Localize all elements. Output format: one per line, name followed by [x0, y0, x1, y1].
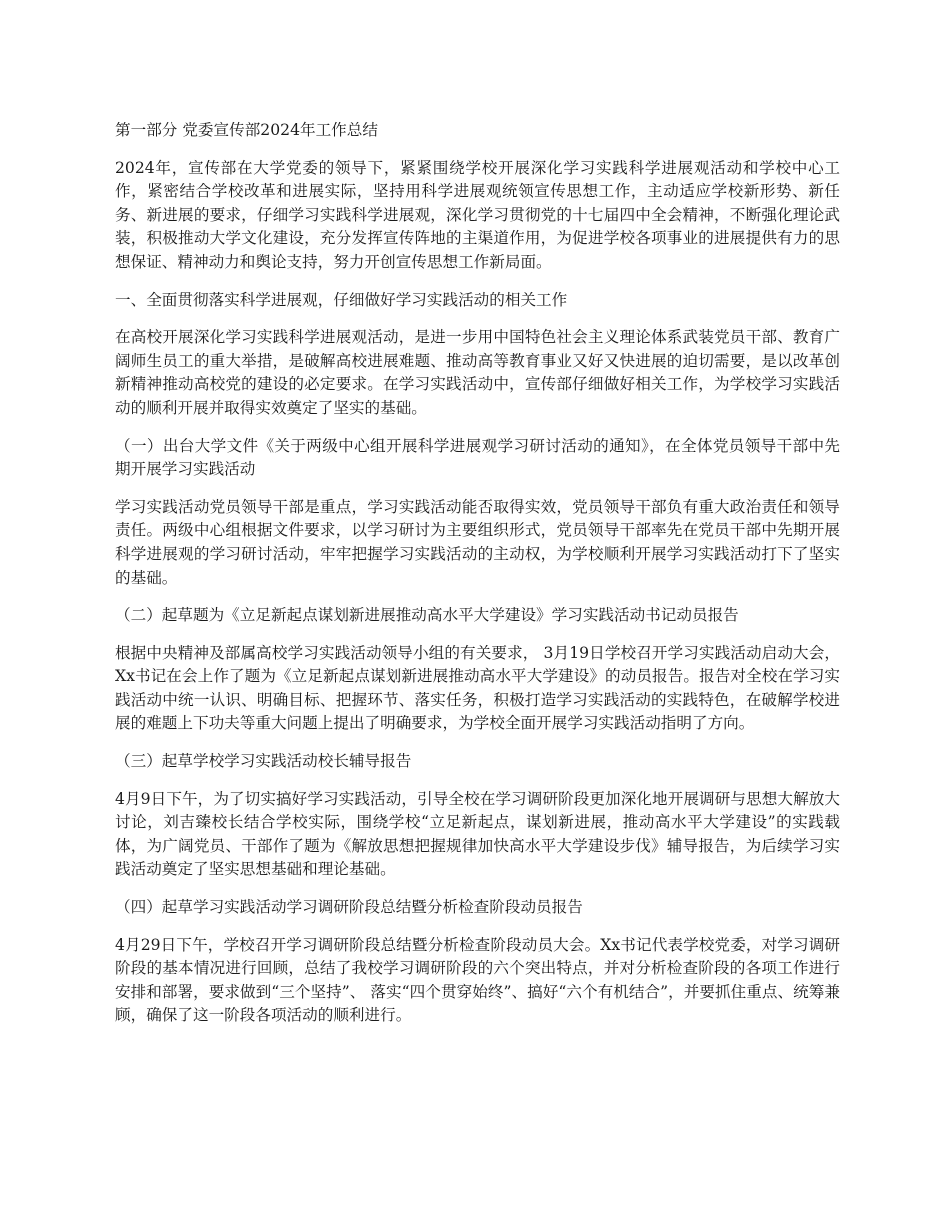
subsection-4-paragraph: 4月29日下午，学校召开学习调研阶段总结暨分析检查阶段动员大会。Xx书记代表学校党委，对学习调研阶段的基本情况进行回顾，总结了我校学习调研阶段的六个突出特点，并对分析检查阶段的各项工作进行安排和部署，要求做到“三个坚持”、 落实“四个贯穿始终”、搞好“六个有机结合”，并要抓住重点、统筹兼顾，确保了这一阶段各项活动的顺利进行。 — [115, 935, 840, 1025]
document-body — [115, 119, 840, 1042]
subsection-3-paragraph: 4月9日下午，为了切实搞好学习实践活动，引导全校在学习调研阶段更加深化地开展调研与思想大解放大讨论，刘吉臻校长结合学校实际，围绕学校“立足新起点，谋划新进展，推动高水平大学建设”的实践载体，为广阔党员、干部作了题为《解放思想把握规律加快高水平大学建设步伐》辅导报告，为后续学习实践活动奠定了坚实思想基础和理论基础。 — [115, 789, 840, 879]
subsection-heading-4: （四）起草学习实践活动学习调研阶段总结暨分析检查阶段动员报告 — [115, 898, 583, 917]
subsection-2-paragraph: 根据中央精神及部属高校学习实践活动领导小组的有关要求， 3月19日学校召开学习实践活动启动大会，Xx书记在会上作了题为《立足新起点谋划新进展推动高水平大学建设》的动员报告。报告对全校在学习实践活动中统一认识、明确目标、把握环节、落实任务，积极打造学习实践活动的实践特色，在破解学校进展的难题上下功夫等重大问题上提出了明确要求，为学校全面开展学习实践活动指明了方向。 — [115, 643, 840, 733]
section-1-paragraph: 在高校开展深化学习实践科学进展观活动，是进一步用中国特色社会主义理论体系武装党员干部、教育广阔师生员工的重大举措，是破解高校进展难题、推动高等教育事业又好又快进展的迫切需要，是以改革创新精神推动高校党的建设的必定要求。在学习实践活动中，宣传部仔细做好相关工作，为学校学习实践活动的顺利开展并取得实效奠定了坚实的基础。 — [115, 328, 840, 417]
document-title: 第一部分 党委宣传部2024年工作总结 — [115, 121, 378, 139]
subsection-heading-2: （二）起草题为《立足新起点谋划新进展推动高水平大学建设》学习实践活动书记动员报告 — [115, 606, 739, 625]
subsection-1-paragraph: 学习实践活动党员领导干部是重点，学习实践活动能否取得实效，党员领导干部负有重大政治责任和领导责任。两级中心组根据文件要求，以学习研讨为主要组织形式，党员领导干部率先在党员干部中先期开展科学进展观的学习研讨活动，牢牢把握学习实践活动的主动权，为学校顺利开展学习实践活动打下了坚实的基础。 — [115, 497, 840, 587]
subsection-heading-1: （一）出台大学文件《关于两级中心组开展科学进展观学习研讨活动的通知》，在全体党员领导干部中先期开展学习实践活动 — [115, 436, 840, 479]
section-heading-1: 一、全面贯彻落实科学进展观，仔细做好学习实践活动的相关工作 — [115, 290, 568, 309]
subsection-heading-3: （三）起草学校学习实践活动校长辅导报告 — [115, 752, 412, 771]
intro-paragraph: 2024年，宣传部在大学党委的领导下，紧紧围绕学校开展深化学习实践科学进展观活动和学校中心工作，紧密结合学校改革和进展实际，坚持用科学进展观统领宣传思想工作，主动适应学校新形势、新任务、新进展的要求，仔细学习实践科学进展观，深化学习贯彻党的十七届四中全会精神，不断强化理论武装，积极推动大学文化建设，充分发挥宣传阵地的主渠道作用，为促进学校各项事业的进展提供有力的思想保证、精神动力和舆论支持，努力开创宣传思想工作新局面。 — [115, 158, 840, 271]
